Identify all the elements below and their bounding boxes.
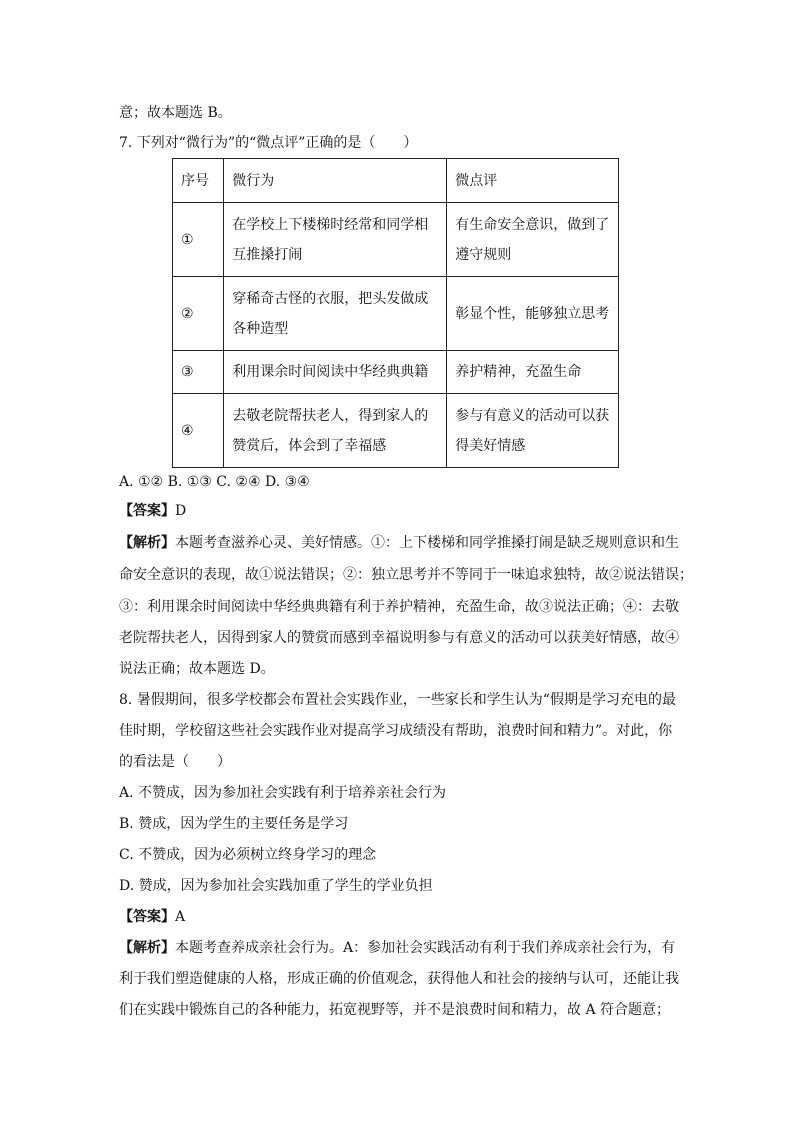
question-7-answer [119, 501, 186, 521]
table-row [173, 351, 619, 394]
row-number: ③ [173, 351, 224, 394]
header-cell-number: 序号 [173, 159, 224, 203]
analysis-label: 【解析】 [119, 535, 175, 551]
question-7-analysis-line: ③：利用课余时间阅读中华经典典籍有利于养护精神，充盈生命，故③说法正确；④：去敬 [119, 599, 679, 615]
row-comment: 彰显个性，能够独立思考 [447, 277, 619, 351]
question-8-stem-line: 8. 暑假期间，很多学校都会布置社会实践作业，一些家长和学生认为“假期是学习充电的最 [119, 692, 676, 708]
previous-answer-fragment: 意；故本题选 B。 [119, 105, 232, 121]
analysis-text: 本题考查滋养心灵、美好情感。①：上下楼梯和同学推搡打闹是缺乏规则意识和生 [175, 535, 679, 551]
answer-label: 【答案】 [119, 909, 175, 925]
question-8-analysis-line [119, 938, 675, 958]
question-7-analysis-line: 说法正确；故本题选 D。 [119, 661, 275, 677]
row-comment: 养护精神，充盈生命 [447, 351, 619, 394]
answer-value: D [175, 503, 187, 519]
row-action: 穿稀奇古怪的衣服，把头发做成各种造型 [224, 277, 447, 351]
analysis-label: 【解析】 [119, 940, 175, 956]
row-number: ② [173, 277, 224, 351]
question-8-option-a: A. 不赞成，因为参加社会实践有利于培养亲社会行为 [119, 785, 447, 801]
question-8-option-d: D. 赞成，因为参加社会实践加重了学生的学业负担 [119, 878, 433, 894]
question-7-table [172, 158, 619, 468]
row-action: 在学校上下楼梯时经常和同学相互推搡打闹 [224, 203, 447, 277]
table-row [173, 203, 619, 277]
table-row [173, 277, 619, 351]
question-8-option-c: C. 不赞成，因为必须树立终身学习的理念 [119, 847, 377, 863]
question-7-analysis-line: 老院帮扶老人，因得到家人的赞赏而感到幸福说明参与有意义的活动可以获美好情感，故④ [119, 630, 679, 646]
question-7-analysis-line: 命安全意识的表现，故①说法错误；②：独立思考并不等同于一味追求独特，故②说法错误； [119, 567, 693, 583]
question-8-stem-line: 佳时期，学校留这些社会实践作业对提高学习成绩没有帮助，浪费时间和精力”。对此，你 [119, 723, 673, 739]
question-8-analysis-line: 利于我们塑造健康的人格，形成正确的价值观念，获得他人和社会的接纳与认可，还能让我 [119, 971, 679, 987]
analysis-text: 本题考查养成亲社会行为。A：参加社会实践活动有利于我们养成亲社会行为，有 [175, 940, 676, 956]
question-8-answer [119, 907, 185, 927]
table-row [173, 394, 619, 468]
row-comment: 有生命安全意识，做到了遵守规则 [447, 203, 619, 277]
question-7-analysis-line [119, 533, 679, 553]
row-action: 去敬老院帮扶老人，得到家人的赞赏后，体会到了幸福感 [224, 394, 447, 468]
table-header-row [173, 159, 619, 203]
row-action: 利用课余时间阅读中华经典典籍 [224, 351, 447, 394]
question-7-options: A. ①② B. ①③ C. ②④ D. ③④ [119, 474, 310, 490]
row-number: ④ [173, 394, 224, 468]
header-cell-comment: 微点评 [447, 159, 619, 203]
question-8-analysis-line: 们在实践中锻炼自己的各种能力，拓宽视野等，并不是浪费时间和精力，故 A 符合题意； [119, 1002, 671, 1018]
answer-value: A [175, 909, 186, 925]
question-8-stem-line: 的看法是（ ） [119, 754, 231, 770]
question-8-option-b: B. 赞成，因为学生的主要任务是学习 [119, 816, 349, 832]
row-comment: 参与有意义的活动可以获得美好情感 [447, 394, 619, 468]
answer-label: 【答案】 [119, 503, 175, 519]
header-cell-action: 微行为 [224, 159, 447, 203]
question-7-stem: 7. 下列对“微行为”的“微点评”正确的是（ ） [119, 135, 418, 151]
row-number: ① [173, 203, 224, 277]
